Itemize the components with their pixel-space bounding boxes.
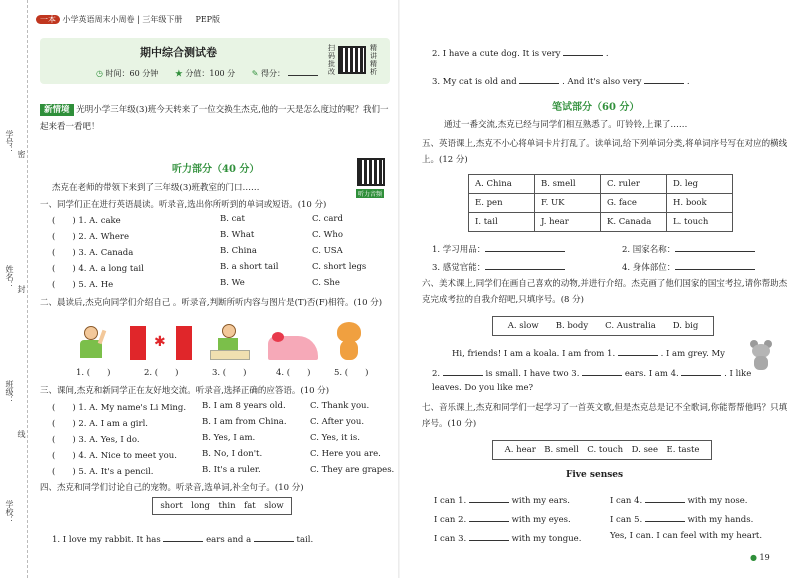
exam-score: 得分： [260, 69, 285, 78]
q3-option-c: C. Here you are. [310, 449, 381, 459]
brand-badge: 一本 [36, 15, 60, 24]
fold-mark-3: 密 [17, 150, 26, 158]
q2-title: 二、晨读后,杰克向同学们介绍自己 。听录音,判断所听内容与图片是(T)否(F)相符。(10 分) [40, 298, 383, 308]
table-cell: L. touch [667, 213, 733, 232]
q1-title: 一、同学们正在进行英语晨读。听录音,选出你所听到的单词或短语。(10 分) [40, 200, 327, 210]
q1-option-b: B. What [220, 230, 255, 240]
boy-drawing-image [210, 324, 250, 360]
song-line-5: I can 5. with my hands. [610, 512, 753, 525]
table-cell: G. face [601, 194, 667, 213]
q3-title: 三、课间,杰克和新同学正在友好地交流。听录音,选择正确的应答语。(10 分) [40, 386, 330, 396]
answer-blank[interactable] [254, 532, 294, 542]
q1-row: ( ) 4. A. a long tail [52, 264, 144, 274]
song-line-6: Yes, I can. I can feel with my heart. [610, 531, 763, 541]
q4-sentence-3: 3. My cat is old and . And it's also very . [432, 74, 690, 87]
answer-blank[interactable] [469, 493, 509, 503]
dot-icon: ● [750, 553, 757, 562]
boy-waving-image [76, 326, 108, 360]
maple-leaf-icon: ✱ [154, 334, 166, 350]
intro-tag: 新情境 [40, 104, 74, 116]
q5-category-1: 1. 学习用品： [432, 242, 565, 255]
answer-blank[interactable] [469, 512, 509, 522]
answer-blank[interactable] [485, 260, 565, 270]
q5-title: 五、英语课上,杰克不小心将单词卡片打乱了。读单词,给下列单词分类,将单词序号写在对应的横线上。(12 分) [422, 139, 788, 165]
intro-text: 光明小学三年级(3)班今天转来了一位交换生杰克,他的一天是怎么度过的呢？我们一起来看一看吧！ [40, 105, 389, 132]
q3-option-b: B. It's a ruler. [202, 465, 261, 475]
q5-word-table [468, 174, 733, 232]
fold-mark-2: 封 [17, 285, 26, 293]
answer-blank[interactable] [675, 260, 755, 270]
answer-blank[interactable] [582, 366, 622, 376]
q3-option-b: B. Yes, I am. [202, 433, 256, 443]
table-cell: H. book [667, 194, 733, 213]
koala-image [748, 340, 774, 370]
table-cell: F. UK [535, 194, 601, 213]
class-label: 班级： [5, 380, 14, 404]
cat-image [334, 322, 364, 360]
listening-qr-label: 听力音频 [358, 191, 383, 198]
q6-passage-line-1: Hi, friends! I am a koala. I am from 1. . I am grey. My [452, 346, 725, 359]
listening-lead: 杰克在老师的带领下来到了三年级(3)班教室的门口…… [52, 183, 260, 193]
q4-sentence-1: 1. I love my rabbit. It has ears and a tail. [52, 532, 313, 545]
qr-code-icon[interactable] [338, 46, 366, 74]
q3-row: ( ) 1. A. My name's Li Ming. [52, 403, 187, 413]
q2-label: 4. ( ) [276, 368, 311, 378]
q3-row: ( ) 2. A. I am a girl. [52, 419, 148, 429]
series-name: 小学英语周末小周卷 [62, 15, 135, 24]
q1-row: ( ) 1. A. cake [52, 216, 121, 226]
q5-category-4: 4. 身体部位： [622, 260, 755, 273]
written-lead: 通过一番交流,杰克已经与同学们相互熟悉了。叮铃铃,上课了…… [444, 120, 688, 130]
q3-option-c: C. After you. [310, 417, 365, 427]
table-cell: I. tail [469, 213, 535, 232]
song-title: Five senses [566, 470, 624, 480]
q3-row: ( ) 4. A. Nice to meet you. [52, 451, 177, 461]
fold-mark-1: 线 [17, 430, 26, 438]
song-line-2: I can 2. with my eyes. [434, 512, 571, 525]
q3-row: ( ) 3. A. Yes, I do. [52, 435, 140, 445]
q4-sentence-2: 2. I have a cute dog. It is very . [432, 46, 609, 59]
q3-option-c: C. They are grapes. [310, 465, 395, 475]
q3-option-c: C. Thank you. [310, 401, 370, 411]
answer-blank[interactable] [563, 46, 603, 56]
exam-title: 期中综合测试卷 [140, 46, 217, 59]
q3-option-c: C. Yes, it is. [310, 433, 360, 443]
table-cell: K. Canada [601, 213, 667, 232]
q2-label: 2. ( ) [144, 368, 179, 378]
q6-option-box: A. slow B. body C. Australia D. big [492, 316, 714, 336]
table-cell: C. ruler [601, 175, 667, 194]
q4-title: 四、杰克和同学们讨论自己的宠物。听录音,选单词,补全句子。(10 分) [40, 483, 304, 493]
edition-name: PEP版 [195, 15, 221, 24]
answer-blank[interactable] [675, 242, 755, 252]
song-line-3: I can 3. with my tongue. [434, 531, 581, 544]
table-cell: E. pen [469, 194, 535, 213]
written-title: 笔试部分（60 分） [552, 102, 640, 113]
cake-image [268, 326, 318, 360]
q1-row: ( ) 2. A. Where [52, 232, 130, 242]
q2-label: 1. ( ) [76, 368, 111, 378]
qr-side-text-2: 精讲精析 [370, 44, 377, 76]
song-line-1: I can 1. with my ears. [434, 493, 570, 506]
q2-label: 5. ( ) [334, 368, 369, 378]
q1-option-b: B. cat [220, 214, 245, 224]
table-cell: A. China [469, 175, 535, 194]
q3-option-b: B. I am from China. [202, 417, 287, 427]
answer-blank[interactable] [645, 512, 685, 522]
intro-block [40, 102, 390, 136]
q7-option-box: A. hear B. smell C. touch D. see E. taste [492, 440, 712, 460]
answer-blank[interactable] [443, 366, 483, 376]
exam-banner [40, 38, 390, 84]
q1-option-b: B. China [220, 246, 257, 256]
q1-option-c: C. She [312, 278, 340, 288]
q1-option-c: C. short legs [312, 262, 367, 272]
series-header: 一本 小学英语周末小周卷 | 三年级下册 PEP版 [36, 14, 220, 25]
exam-total: 分值：100 分 [185, 69, 236, 78]
binding-margin [0, 0, 28, 578]
q7-title: 七、音乐课上,杰克和同学们一起学习了一首英文歌,但是杰克总是记不全歌词,你能帮帮他吗？只填序号。(10 分) [422, 403, 788, 429]
right-page [400, 0, 800, 578]
q6-passage-line-2: 2. is small. I have two 3. ears. I am 4. . I like [432, 366, 751, 379]
q1-option-b: B. We [220, 278, 245, 288]
answer-blank[interactable] [681, 366, 721, 376]
answer-blank[interactable] [644, 74, 684, 84]
answer-blank[interactable] [469, 531, 509, 541]
q3-option-b: B. No, I don't. [202, 449, 263, 459]
q5-category-3: 3. 感觉官能： [432, 260, 565, 273]
q3-option-b: B. I am 8 years old. [202, 401, 286, 411]
table-cell: D. leg [667, 175, 733, 194]
qr-side-text: 扫码批改 [328, 44, 335, 76]
q1-option-c: C. card [312, 214, 343, 224]
answer-blank[interactable] [645, 493, 685, 503]
q6-passage-line-3: leaves. Do you like me? [432, 383, 534, 393]
name-label: 姓名： [5, 265, 14, 289]
grade-name: 三年级下册 [142, 15, 183, 24]
q4-word-box: short long thin fat slow [152, 497, 292, 515]
page-number: ● 19 [750, 553, 770, 562]
listening-qr-icon[interactable] [357, 158, 385, 186]
exam-meta [96, 66, 318, 79]
q1-row: ( ) 5. A. He [52, 280, 114, 290]
q6-title: 六、美术课上,同学们在画自己喜欢的动物,并进行介绍。杰克画了他们国家的国宝考拉,请你帮助杰克完成考拉的自我介绍吧,只填序号。(8 分) [422, 279, 788, 305]
song-line-4: I can 4. with my nose. [610, 493, 747, 506]
table-cell: J. hear [535, 213, 601, 232]
exam-time: 时间：60 分钟 [105, 69, 159, 78]
answer-blank[interactable] [485, 242, 565, 252]
star-icon: ★ [174, 69, 183, 78]
q1-row: ( ) 3. A. Canada [52, 248, 134, 258]
q2-label: 3. ( ) [212, 368, 247, 378]
answer-blank[interactable] [618, 346, 658, 356]
answer-blank[interactable] [163, 532, 203, 542]
q1-option-b: B. a short tail [220, 262, 279, 272]
listening-title: 听力部分（40 分） [172, 164, 260, 175]
school-label: 学校： [5, 500, 14, 524]
q3-row: ( ) 5. A. It's a pencil. [52, 467, 154, 477]
q5-category-2: 2. 国家名称： [622, 242, 755, 255]
answer-blank[interactable] [519, 74, 559, 84]
number-label: 学号： [5, 130, 14, 154]
pen-icon: ✎ [251, 69, 259, 78]
table-cell: B. smell [535, 175, 601, 194]
clock-icon: ◷ [96, 69, 103, 78]
canada-flag-image [130, 326, 192, 360]
q1-option-c: C. USA [312, 246, 343, 256]
q1-option-c: C. Who [312, 230, 343, 240]
